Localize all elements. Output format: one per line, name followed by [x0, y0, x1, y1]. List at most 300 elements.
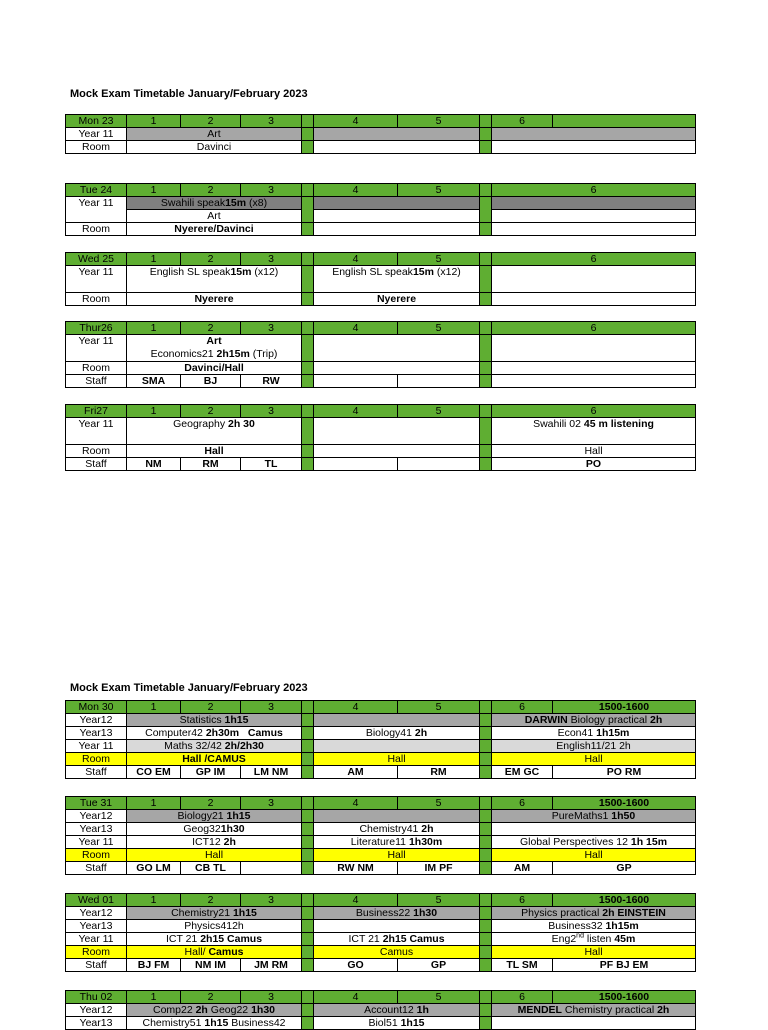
- exam-duration: 2h: [414, 727, 428, 739]
- exam-name: Geog32: [183, 823, 221, 835]
- period-4: 4: [314, 184, 398, 197]
- row-label: Year 11: [66, 418, 127, 445]
- exam-duration: 1h15: [204, 1017, 229, 1029]
- row-label: Staff: [66, 862, 127, 875]
- exam-cell: [127, 1004, 302, 1017]
- staff-value: TL: [264, 458, 278, 470]
- break: [302, 405, 314, 418]
- row-label: Year 11: [66, 836, 127, 849]
- exam-name-2: Business42: [228, 1017, 286, 1029]
- exam-cell: [492, 418, 696, 445]
- break: [302, 253, 314, 266]
- timetable-title-week1: Mock Exam Timetable January/February 2023: [70, 88, 308, 100]
- room-value-2: Camus: [208, 946, 244, 958]
- row-label: Staff: [66, 458, 127, 471]
- exam-cell: [127, 335, 302, 362]
- staff-cell: [181, 959, 241, 972]
- row-label: Room: [66, 141, 127, 154]
- break: [480, 991, 492, 1004]
- exam-duration: 2h: [657, 1004, 670, 1016]
- period-4: 4: [314, 322, 398, 335]
- row-label: Year 11: [66, 197, 127, 223]
- exam-cell: [492, 907, 696, 920]
- break: [302, 322, 314, 335]
- period-3: 3: [241, 894, 302, 907]
- staff-value: GP IM: [195, 766, 226, 778]
- exam-name: ICT 21: [348, 933, 383, 945]
- staff-cell: [181, 458, 241, 471]
- day-table-fri27: [65, 404, 696, 471]
- row-label: Year13: [66, 920, 127, 933]
- break: [480, 894, 492, 907]
- row-label: Room: [66, 445, 127, 458]
- row-label: Room: [66, 362, 127, 375]
- year11-row: [66, 418, 696, 445]
- period-1: 1: [127, 991, 181, 1004]
- row-label: Year12: [66, 1004, 127, 1017]
- room-cell: [127, 362, 302, 375]
- exam-cell: [492, 933, 696, 946]
- staff-row: [66, 375, 696, 388]
- period-3: 3: [241, 253, 302, 266]
- year11-row: [66, 266, 696, 293]
- staff-cell: [127, 959, 181, 972]
- break: [302, 701, 314, 714]
- period-6: 6: [492, 253, 696, 266]
- exam-cell: Art: [127, 210, 302, 223]
- room-value: Hall /CAMUS: [182, 753, 246, 765]
- exam-cell: [127, 266, 302, 293]
- exam-note: listen: [583, 933, 615, 945]
- row-label: Staff: [66, 766, 127, 779]
- exam-cell: [127, 823, 302, 836]
- row-label: Year 11: [66, 266, 127, 293]
- period-5: 5: [398, 115, 480, 128]
- year11-row: [66, 197, 696, 210]
- staff-value: GP: [430, 959, 447, 971]
- exam-duration: 15m: [225, 197, 247, 209]
- exam-cell: [492, 1004, 696, 1017]
- exam-name: Chemistry practical: [561, 1004, 658, 1016]
- room-row: [66, 849, 696, 862]
- break: [480, 253, 492, 266]
- exam-name: ICT 21: [165, 933, 201, 945]
- exam-note: (x12): [251, 266, 279, 278]
- staff-cell: [553, 959, 696, 972]
- period-5: 5: [398, 405, 480, 418]
- room-cell: Hall: [492, 753, 696, 766]
- row-label: Year 11: [66, 740, 127, 753]
- exam-cell: [127, 197, 302, 210]
- period-2: 2: [181, 322, 241, 335]
- year11-row-2: [66, 210, 696, 223]
- staff-value: CO EM: [136, 766, 171, 778]
- row-label: Year 11: [66, 335, 127, 362]
- staff-row: [66, 458, 696, 471]
- staff-value: GP: [616, 862, 632, 874]
- exam-name: Biology41: [365, 727, 415, 739]
- day-table-wed01: [65, 893, 696, 972]
- exam-name: Business32: [548, 920, 606, 932]
- period-6: 6: [492, 115, 553, 128]
- day-table-wed25: [65, 252, 696, 306]
- staff-value: SMA: [141, 375, 166, 387]
- row-label: Year 11: [66, 933, 127, 946]
- room-cell: Hall: [492, 946, 696, 959]
- period-5: 5: [398, 184, 480, 197]
- break: [480, 184, 492, 197]
- exam-cell: Physics412h: [127, 920, 302, 933]
- exam-room: DARWIN: [524, 714, 568, 726]
- exam-duration: 2h/2h30: [224, 740, 264, 752]
- exam-duration: 1h15m: [605, 920, 639, 932]
- staff-row: [66, 959, 696, 972]
- exam-room: MENDEL: [517, 1004, 562, 1016]
- room-value: Nyerere: [376, 293, 417, 305]
- timetable-title-week2: Mock Exam Timetable January/February 2023: [70, 682, 308, 694]
- exam-name: Econ41: [557, 727, 597, 739]
- staff-value: IM PF: [424, 862, 453, 874]
- staff-cell: [398, 766, 480, 779]
- staff-cell: [181, 862, 241, 875]
- exam-duration: 1h15: [232, 907, 257, 919]
- staff-cell: [181, 766, 241, 779]
- staff-value: EM GC: [504, 766, 540, 778]
- staff-value: NM: [145, 458, 162, 470]
- period-4: 4: [314, 115, 398, 128]
- break: [302, 115, 314, 128]
- staff-value: GO LM: [136, 862, 171, 874]
- exam-duration: 2h15 Camus: [200, 933, 263, 945]
- year11-row: [66, 128, 696, 141]
- exam-name: Account12: [364, 1004, 417, 1016]
- day-table-thu26: [65, 321, 696, 388]
- row-label: Staff: [66, 959, 127, 972]
- room-cell: Davinci: [127, 141, 302, 154]
- exam-name: Eng2: [551, 933, 577, 945]
- period-6: 6: [492, 322, 696, 335]
- exam-duration: 1h30m: [408, 836, 443, 848]
- row-label: Year13: [66, 823, 127, 836]
- period-2: 2: [181, 991, 241, 1004]
- exam-name: English SL speak: [149, 266, 231, 278]
- exam-note: (x12): [433, 266, 461, 278]
- row-label: Room: [66, 293, 127, 306]
- year11-row: [66, 335, 696, 362]
- period-5: 5: [398, 253, 480, 266]
- exam-duration: 1h30: [413, 907, 438, 919]
- break: [480, 405, 492, 418]
- period-5: 5: [398, 797, 480, 810]
- exam-cell: [492, 920, 696, 933]
- header-row: [66, 797, 696, 810]
- period-1: 1: [127, 894, 181, 907]
- exam-duration: 1h15: [226, 810, 251, 822]
- staff-value: GO: [347, 959, 364, 971]
- period-2: 2: [181, 797, 241, 810]
- header-row: [66, 991, 696, 1004]
- staff-value: PO RM: [606, 766, 642, 778]
- exam-cell: [127, 933, 302, 946]
- break: [480, 115, 492, 128]
- day-table-thu02: [65, 990, 696, 1030]
- room-value: Davinci/Hall: [184, 362, 244, 374]
- exam-superscript: nd: [576, 932, 584, 940]
- exam-name: Physics practical: [521, 907, 603, 919]
- exam-cell: [314, 266, 480, 293]
- room-row: [66, 223, 696, 236]
- exam-duration: 2h: [195, 1004, 208, 1016]
- year13-row: [66, 920, 696, 933]
- break: [302, 894, 314, 907]
- staff-cell: [127, 862, 181, 875]
- day-label: Thu 02: [66, 991, 127, 1004]
- staff-value: TL SM: [506, 959, 538, 971]
- exam-duration: 1h50: [611, 810, 636, 822]
- exam-name: English SL speak: [332, 266, 413, 278]
- year13-row: [66, 1017, 696, 1030]
- period-7: 1500-1600: [553, 797, 696, 810]
- exam-duration: 2h 30: [228, 418, 255, 430]
- exam-cell: [314, 933, 480, 946]
- period-4: 4: [314, 253, 398, 266]
- period-1: 1: [127, 253, 181, 266]
- header-row: [66, 701, 696, 714]
- period-6: 6: [492, 797, 553, 810]
- period-2: 2: [181, 253, 241, 266]
- day-label: Mon 23: [66, 115, 127, 128]
- exam-duration: 2h: [223, 836, 236, 848]
- staff-cell: [314, 766, 398, 779]
- room-cell: [127, 753, 302, 766]
- day-label: Thur26: [66, 322, 127, 335]
- row-label: Room: [66, 946, 127, 959]
- exam-name: PureMaths1: [551, 810, 612, 822]
- period-6: 6: [492, 991, 553, 1004]
- exam-duration: 15m: [412, 266, 434, 278]
- period-4: 4: [314, 701, 398, 714]
- exam-cell: [127, 836, 302, 849]
- room-value: Hall: [204, 445, 224, 457]
- room-value: Nyerere: [194, 293, 234, 305]
- staff-value: RM: [430, 766, 447, 778]
- row-label: Year12: [66, 810, 127, 823]
- room-cell: [127, 946, 302, 959]
- exam-duration: 1h: [416, 1004, 429, 1016]
- exam-name: Comp22: [152, 1004, 196, 1016]
- staff-value: RW NM: [337, 862, 374, 874]
- exam-name: Art: [206, 335, 222, 347]
- period-2: 2: [181, 405, 241, 418]
- period-3: 3: [241, 405, 302, 418]
- exam-cell: [314, 1004, 480, 1017]
- room-row: [66, 946, 696, 959]
- exam-name-2: Economics21: [150, 348, 217, 360]
- staff-cell: [492, 862, 553, 875]
- day-label: Mon 30: [66, 701, 127, 714]
- exam-name: Computer42: [145, 727, 206, 739]
- staff-value: NM IM: [195, 959, 226, 971]
- period-1: 1: [127, 405, 181, 418]
- row-label: Year12: [66, 714, 127, 727]
- exam-duration: 15m: [230, 266, 252, 278]
- day-table-tue31: [65, 796, 696, 875]
- exam-name: Chemistry51: [142, 1017, 205, 1029]
- exam-name: Biol51: [368, 1017, 401, 1029]
- period-1: 1: [127, 115, 181, 128]
- exam-cell: [314, 836, 480, 849]
- period-3: 3: [241, 184, 302, 197]
- exam-duration: 45m: [614, 933, 636, 945]
- year11-row: [66, 836, 696, 849]
- period-6: 6: [492, 184, 696, 197]
- header-row: [66, 405, 696, 418]
- staff-value: AM: [347, 766, 364, 778]
- staff-value: RM: [202, 458, 219, 470]
- period-3: 3: [241, 115, 302, 128]
- staff-cell: [398, 959, 480, 972]
- day-label: Wed 01: [66, 894, 127, 907]
- exam-cell: [492, 810, 696, 823]
- staff-cell: [181, 375, 241, 388]
- exam-duration: 1h15: [400, 1017, 425, 1029]
- staff-cell: [492, 458, 696, 471]
- day-table-tue24: [65, 183, 696, 236]
- exam-cell: [314, 727, 480, 740]
- day-label: Wed 25: [66, 253, 127, 266]
- header-row: [66, 115, 696, 128]
- period-4: 4: [314, 797, 398, 810]
- period-4: 4: [314, 991, 398, 1004]
- staff-cell: [241, 766, 302, 779]
- exam-name: Swahili speak: [160, 197, 226, 209]
- room-row: [66, 445, 696, 458]
- staff-cell: [241, 375, 302, 388]
- exam-name: Maths 32/42: [164, 740, 225, 752]
- exam-duration: 1h15: [224, 714, 249, 726]
- room-cell: [127, 293, 302, 306]
- room-cell: [127, 445, 302, 458]
- row-label: Room: [66, 849, 127, 862]
- period-3: 3: [241, 701, 302, 714]
- exam-duration: 45 m listening: [583, 418, 654, 430]
- day-label: Tue 31: [66, 797, 127, 810]
- header-row: [66, 322, 696, 335]
- break: [302, 184, 314, 197]
- staff-cell: [127, 375, 181, 388]
- exam-cell: [314, 907, 480, 920]
- exam-cell: [492, 836, 696, 849]
- exam-cell: [127, 907, 302, 920]
- period-1: 1: [127, 322, 181, 335]
- row-label: Room: [66, 753, 127, 766]
- exam-cell: [127, 810, 302, 823]
- staff-cell: [241, 959, 302, 972]
- staff-value: BJ: [203, 375, 218, 387]
- period-5: 5: [398, 322, 480, 335]
- row-label: Year 11: [66, 128, 127, 141]
- room-cell: Hall: [314, 753, 480, 766]
- break: [480, 322, 492, 335]
- period-3: 3: [241, 991, 302, 1004]
- exam-name: Biology21: [177, 810, 227, 822]
- exam-name: Biology practical: [567, 714, 650, 726]
- day-label: Tue 24: [66, 184, 127, 197]
- exam-cell: [127, 727, 302, 740]
- period-3: 3: [241, 322, 302, 335]
- room-cell: [314, 293, 480, 306]
- room-cell: Hall: [314, 849, 480, 862]
- row-label: Year13: [66, 1017, 127, 1030]
- period-7: 1500-1600: [553, 991, 696, 1004]
- exam-name: Chemistry41: [359, 823, 422, 835]
- year12-row: [66, 907, 696, 920]
- exam-duration: 2h EINSTEIN: [602, 907, 666, 919]
- staff-cell: [492, 959, 553, 972]
- period-3: 3: [241, 797, 302, 810]
- period-2: 2: [181, 894, 241, 907]
- exam-cell: [492, 727, 696, 740]
- period-7: 1500-1600: [553, 894, 696, 907]
- row-label: Staff: [66, 375, 127, 388]
- row-label: Year13: [66, 727, 127, 740]
- staff-value: BJ FM: [137, 959, 170, 971]
- exam-cell: [492, 714, 696, 727]
- exam-duration: 2h: [421, 823, 434, 835]
- period-4: 4: [314, 405, 398, 418]
- year13-row: [66, 823, 696, 836]
- period-5: 5: [398, 701, 480, 714]
- period-2: 2: [181, 115, 241, 128]
- period-4: 4: [314, 894, 398, 907]
- room-value: Nyerere/Davinci: [174, 223, 254, 235]
- break: [302, 991, 314, 1004]
- exam-name: Geography: [173, 418, 228, 430]
- room-row: [66, 753, 696, 766]
- exam-cell: [314, 823, 480, 836]
- exam-duration: 2h15m: [216, 348, 250, 360]
- exam-cell: [314, 1017, 480, 1030]
- year11-row: [66, 740, 696, 753]
- header-row: [66, 184, 696, 197]
- room-cell: Hall: [127, 849, 302, 862]
- exam-cell: [127, 714, 302, 727]
- staff-cell: [314, 959, 398, 972]
- exam-note: (Trip): [249, 348, 278, 360]
- staff-row: [66, 766, 696, 779]
- period-1: 1: [127, 184, 181, 197]
- staff-cell: [492, 766, 553, 779]
- staff-value: PO: [585, 458, 602, 470]
- exam-cell: [127, 418, 302, 445]
- exam-duration-2: 1h30: [251, 1004, 275, 1016]
- staff-cell: [553, 862, 696, 875]
- period-5: 5: [398, 894, 480, 907]
- exam-duration: 1h30: [220, 823, 245, 835]
- staff-value: JM RM: [254, 959, 288, 971]
- break: [302, 797, 314, 810]
- exam-name: Literature11: [350, 836, 409, 848]
- exam-name: ICT12: [192, 836, 224, 848]
- exam-note: (x8): [246, 197, 268, 209]
- staff-cell: [127, 766, 181, 779]
- period-2: 2: [181, 184, 241, 197]
- year12-row: [66, 714, 696, 727]
- period-1: 1: [127, 797, 181, 810]
- staff-value: RW: [262, 375, 280, 387]
- header-row: [66, 253, 696, 266]
- room-row: [66, 293, 696, 306]
